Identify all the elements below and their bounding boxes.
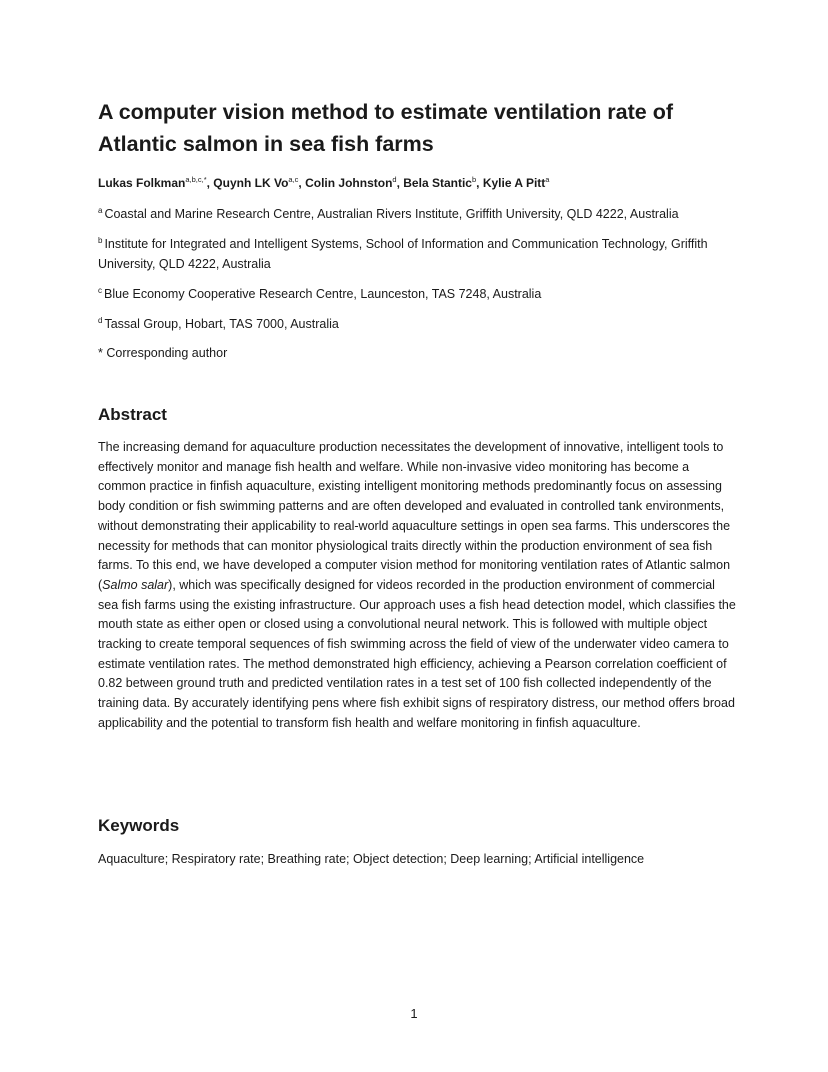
abstract-heading: Abstract [98,405,167,424]
corresponding-author-note: * Corresponding author [98,346,228,360]
abstract-text: The increasing demand for aquaculture production necessitates the development of innovative, intelligent tools to effectively monitor and manage fish health and welfare. While non-invasive video monitoring has become a common practice in finfish aquaculture, existing intelligent monitoring methods predominantly focus on assessing body condition or fish swimming patterns and are often developed and evaluated in controlled tank environments, without demonstrating their applicability to real-world aquaculture settings in open sea farms. This underscores the necessity for methods that can monitor physiological traits directly within the production environment of sea fish farms. To this end, we have developed a computer vision method for monitoring ventilation rates of Atlantic salmon (Salmo salar), which was specifically designed for videos recorded in the production environment of commercial sea fish farms using the existing infrastructure. Our approach uses a fish head detection model, which classifies the mouth state as either open or closed using a convolutional neural network. This is followed with multiple object tracking to create temporal sequences of fish swimming across the field of view of the underwater video camera to estimate ventilation rates. The method demonstrated high efficiency, achieving a Pearson correlation coefficient of 0.82 between ground truth and predicted ventilation rates in a test set of 100 fish collected independently of the training data. By accurately identifying pens where fish exhibit signs of respiratory distress, our method offers broad applicability and the potential to transform fish health and welfare monitoring in finfish aquaculture. [98,440,736,730]
keywords-text: Aquaculture; Respiratory rate; Breathing rate; Object detection; Deep learning; Artificial intelligence [98,852,645,866]
affiliation-b: $^b$ Institute for Integrated and Intelligent Systems, School of Information and Communication Technology, Griffith University, QLD 4222, Australia [98,236,708,271]
author: Lukas Folkman$^{a,b,c,*}$, [98,175,214,190]
author: Quynh LK Vo$^{a,c}$, [213,175,306,190]
author: Kylie A Pitt$^a$ [482,175,550,190]
author-list [98,175,738,191]
affiliation-a: $^a$ Coastal and Marine Research Centre, Australian Rivers Institute, Griffith University, QLD 4222, Australia [98,206,679,221]
keywords-heading: Keywords [98,816,180,835]
author: Bela Stantic$^b$, [403,175,483,190]
paper-title: A computer vision method to estimate ventilation rate of Atlantic salmon in sea fish farms [98,100,674,156]
author: Colin Johnston$^d$, [305,175,404,190]
affiliation-c: $^c$ Blue Economy Cooperative Research Centre, Launceston, TAS 7248, Australia [98,286,542,301]
page-number: 1 [410,1006,418,1021]
affiliation-d: $^d$ Tassal Group, Hobart, TAS 7000, Australia [98,316,339,331]
